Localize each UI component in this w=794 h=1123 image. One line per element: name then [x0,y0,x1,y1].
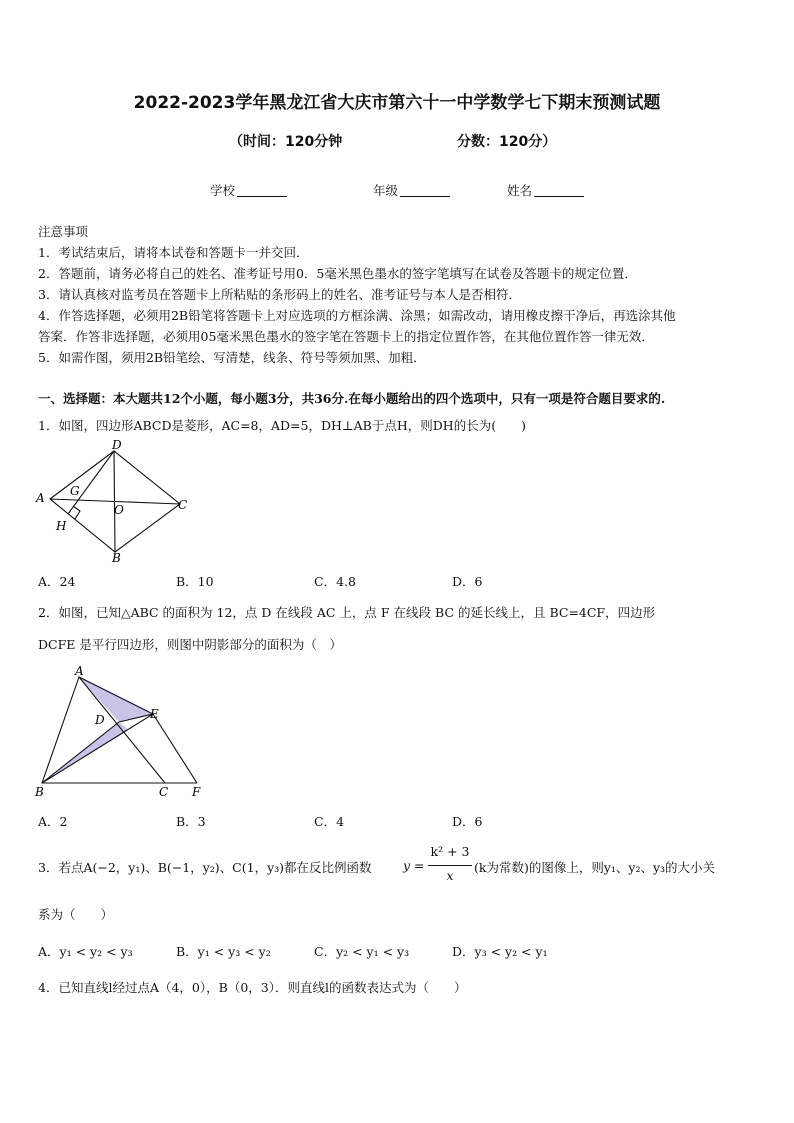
school-label: 学校 [210,183,236,198]
fraction-denominator: x [446,868,454,883]
label-d: D [95,713,105,727]
q2-option-d[interactable]: D．6 [452,814,483,829]
notice-item: 4．作答选择题，必须用2B铅笔将答题卡上对应选项的方框涂满、涂黑；如需改动，请用橡皮擦干净后，再选涂其他 [38,308,676,323]
segment-bd [42,722,119,783]
question-1-text: 1．如图，四边形ABCD是菱形，AC=8，AD=5，DH⊥AB于点H，则DH的长为( ) [38,418,526,433]
label-o: O [114,503,124,517]
exam-time: （时间：120分钟 [229,134,343,150]
label-g: G [70,484,80,498]
rhombus-figure [32,436,202,566]
label-a: A [75,664,84,678]
function-y: y = [403,858,425,873]
label-d: D [112,438,122,452]
notice-item: 3．请认真核对监考员在答题卡上所粘贴的条形码上的姓名、准考证号与本人是否相符． [38,287,521,302]
label-b: B [35,785,44,799]
shaded-region-bottom [42,722,128,783]
q2-option-a[interactable]: A．2 [38,814,68,829]
label-e: E [150,707,159,721]
label-b: B [112,551,121,565]
q1-option-d[interactable]: D．6 [452,574,483,589]
notice-item: 5．如需作图，须用2B铅笔绘、写清楚，线条、符号等须加黑、加粗． [38,350,426,365]
fraction-bar [428,865,472,866]
fraction-numerator: k² + 3 [430,844,470,859]
triangle-figure [32,664,222,804]
q3-option-c[interactable]: C．y₂ < y₁ < y₃ [314,944,410,959]
label-h: H [56,519,67,533]
question-2-line2: DCFE 是平行四边形，则图中阴影部分的面积为（ ） [38,637,342,652]
diagonal-bd [114,451,115,552]
label-f: F [192,785,201,799]
question-3-line2: 系为（ ） [38,907,114,922]
notice-item: 2．答题前，请务必将自己的姓名、准考证号用0．5毫米黑色墨水的签字笔填写在试卷及答题卡的规定位置． [38,266,637,281]
segment-dh [68,451,114,514]
question-3-part2: (k为常数)的图像上，则y₁、y₂、y₃的大小关 [474,860,716,875]
q3-option-a[interactable]: A．y₁ < y₂ < y₃ [38,944,133,959]
grade-blank[interactable] [400,184,450,197]
q2-option-c[interactable]: C．4 [314,814,345,829]
page-title: 2022-2023学年黑龙江省大庆市第六十一中学数学七下期末预测试题 [133,93,661,113]
q1-option-a[interactable]: A．24 [38,574,76,589]
grade-field [373,181,450,199]
grade-label: 年级 [373,183,399,198]
school-blank[interactable] [237,184,287,197]
name-field [507,181,584,199]
name-label: 姓名 [507,183,533,198]
question-3-part1: 3．若点A(−2，y₁)、B(−1，y₂)、C(1，y₃)都在反比例函数 [38,860,372,875]
q1-option-c[interactable]: C．4.8 [314,574,356,589]
name-blank[interactable] [534,184,584,197]
question-4-text: 4．已知直线l经过点A（4，0），B（0，3）．则直线l的函数表达式为（ ） [38,980,467,995]
school-field [210,181,287,199]
shaded-region-top [79,677,153,722]
q2-option-b[interactable]: B．3 [176,814,206,829]
notice-heading: 注意事项 [38,224,89,239]
label-c: C [178,498,188,512]
q1-option-b[interactable]: B．10 [176,574,214,589]
notice-item: 答案．作答非选择题，必须用05毫米黑色墨水的签字笔在答题卡上的指定位置作答，在其他位置作答一律无效． [38,329,654,344]
exam-score: 分数：120分） [457,134,557,150]
parallelogram-sides [119,714,197,783]
question-2-line1: 2．如图，已知△ABC 的面积为 12，点 D 在线段 AC 上，点 F 在线段 BC 的延长线上，且 BC=4CF，四边形 [38,605,656,620]
q3-option-d[interactable]: D．y₃ < y₂ < y₁ [452,944,548,959]
label-c: C [159,785,169,799]
q3-option-b[interactable]: B．y₁ < y₃ < y₂ [176,944,271,959]
section-heading: 一、选择题：本大题共12个小题，每小题3分，共36分.在每小题给出的四个选项中，只有一项是符合题目要求的. [38,391,666,406]
label-a: A [36,491,45,505]
notice-item: 1．考试结束后，请将本试卷和答题卡一并交回． [38,245,309,260]
right-angle-mark [73,506,80,519]
